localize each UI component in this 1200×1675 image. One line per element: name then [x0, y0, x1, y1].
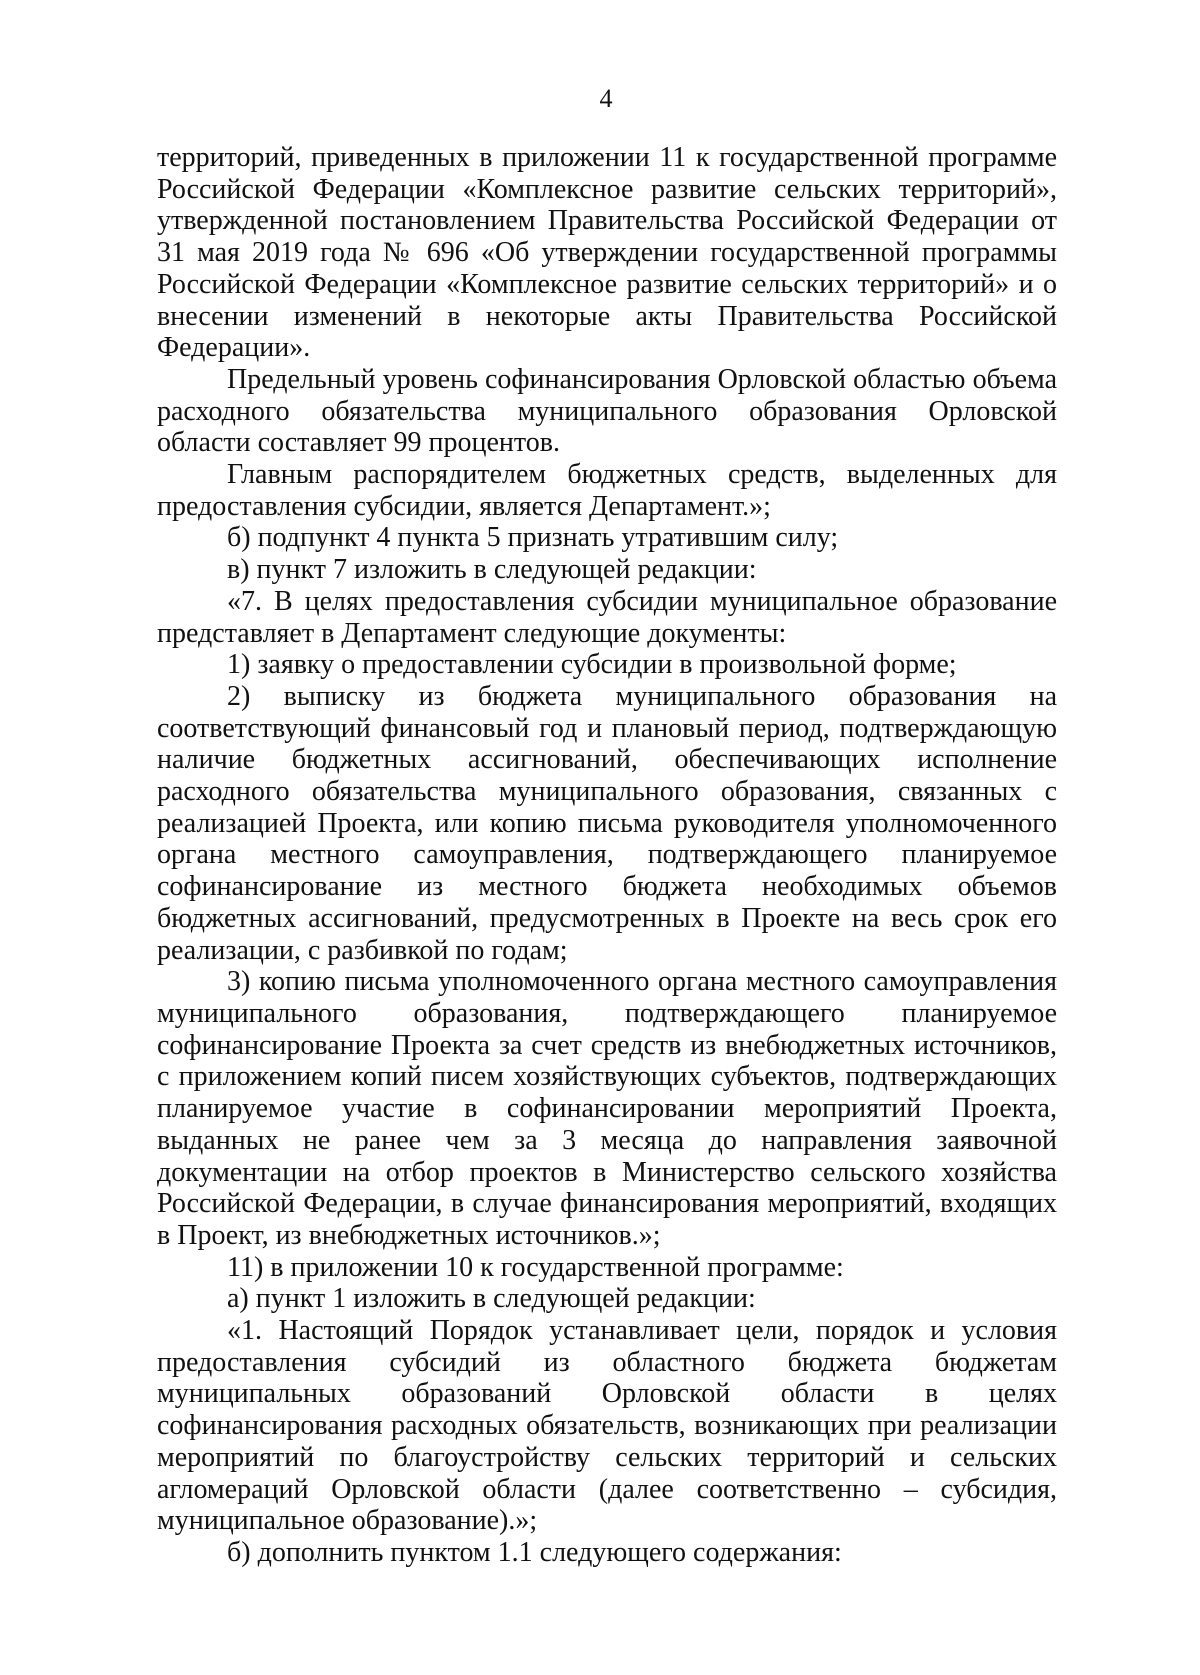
- paragraph: «7. В целях предоставления субсидии муниципальное образование представляет в Департамент следующие документы:: [157, 585, 1057, 649]
- paragraph: 11) в приложении 10 к государственной программе:: [227, 1251, 844, 1283]
- paragraph: б) подпункт 4 пункта 5 признать утратившим силу;: [227, 522, 839, 554]
- paragraph: территорий, приведенных в приложении 11 к государственной программе Российской Федерации «Комплексное развитие сельских территорий», утвержденной постановлением Правительства Российской Федерации от 31 мая 2019 года № 696 «Об утверждении государственной программы Российской Федерации «Комплексное развитие сельских территорий» и о внесении изменений в некоторые акты Правительства Российской Федерации».: [157, 142, 1057, 364]
- paragraph: в) пункт 7 изложить в следующей редакции:: [227, 554, 757, 586]
- document-body: [157, 142, 1057, 1569]
- paragraph: а) пункт 1 изложить в следующей редакции:: [227, 1283, 756, 1315]
- paragraph: 3) копию письма уполномоченного органа местного самоуправления муниципального образования, подтверждающего планируемое софинансирование Проекта за счет средств из внебюджетных источников, с приложением копий писем хозяйствующих субъектов, подтверждающих планируемое участие в софинансировании мероприятий Проекта, выданных не ранее чем за 3 месяца до направления заявочной документации на отбор проектов в Министерство сельского хозяйства Российской Федерации, в случае финансирования мероприятий, входящих в Проект, из внебюджетных источников.»;: [157, 966, 1057, 1251]
- page-number: 4: [599, 84, 613, 113]
- paragraph: «1. Настоящий Порядок устанавливает цели, порядок и условия предоставления субсидий из областного бюджета бюджетам муниципальных образований Орловской области в целях софинансирования расходных обязательств, возникающих при реализации мероприятий по благоустройству сельских территорий и сельских агломераций Орловской области (далее соответственно – субсидия, муниципальное образование).»;: [157, 1315, 1057, 1537]
- paragraph: Предельный уровень софинансирования Орловской областью объема расходного обязательства муниципального образования Орловской области составляет 99 процентов.: [157, 363, 1057, 459]
- paragraph: 2) выписку из бюджета муниципального образования на соответствующий финансовый год и плановый период, подтверждающую наличие бюджетных ассигнований, обеспечивающих исполнение расходного обязательства муниципального образования, связанных с реализацией Проекта, или копию письма руководителя уполномоченного органа местного самоуправления, подтверждающего планируемое софинансирование из местного бюджета необходимых объемов бюджетных ассигнований, предусмотренных в Проекте на весь срок его реализации, с разбивкой по годам;: [157, 680, 1057, 966]
- paragraph: Главным распорядителем бюджетных средств, выделенных для предоставления субсидии, является Департамент.»;: [157, 459, 1057, 522]
- paragraph: б) дополнить пунктом 1.1 следующего содержания:: [227, 1536, 842, 1568]
- paragraph: 1) заявку о предоставлении субсидии в произвольной форме;: [227, 649, 957, 681]
